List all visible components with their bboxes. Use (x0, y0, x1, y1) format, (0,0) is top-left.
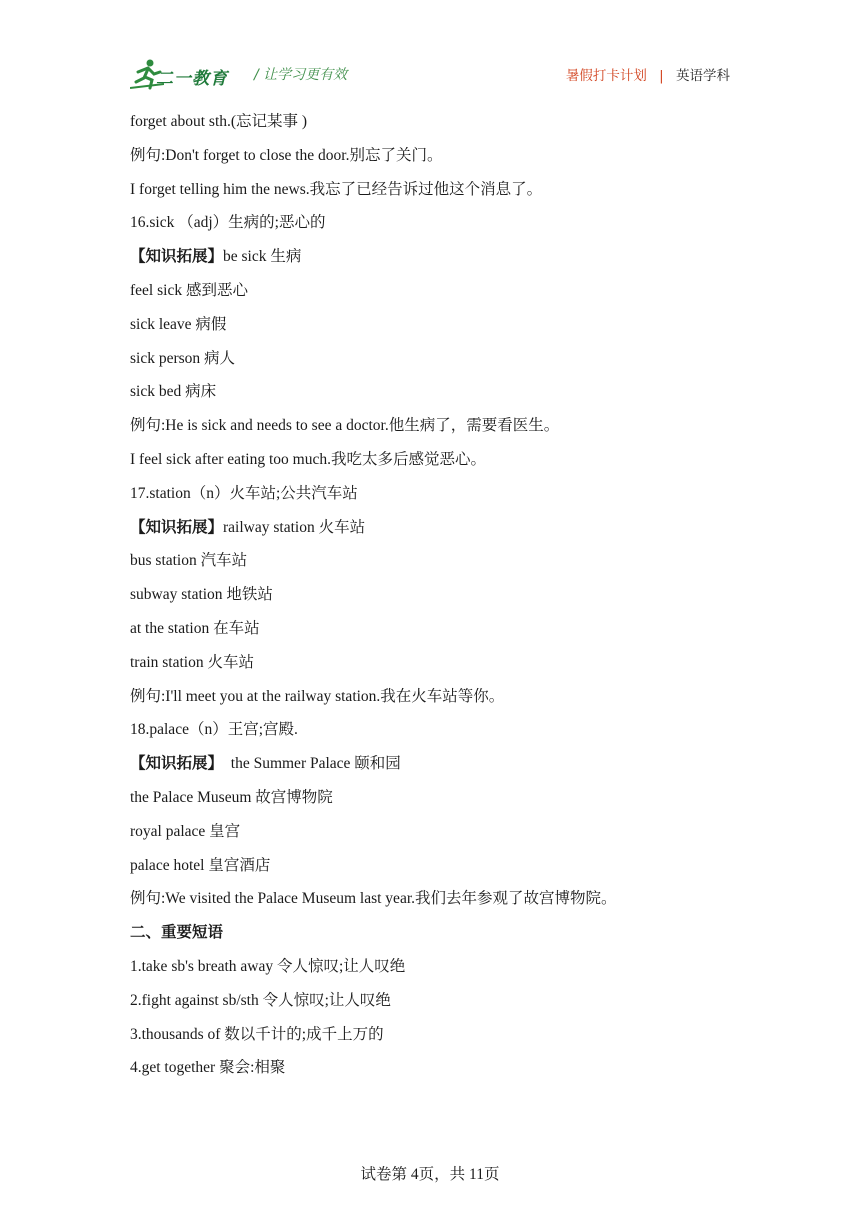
page-header (130, 58, 730, 94)
text-line: 【知识拓展】be sick 生病 (130, 248, 302, 266)
text-line: 【知识拓展】railway station 火车站 (130, 518, 366, 536)
text-line: sick bed 病床 (130, 383, 217, 401)
vocab-heading: 17.station（n）火车站;公共汽车站 (130, 484, 358, 502)
text-line: 例句:We visited the Palace Museum last year.我们去年参观了故宫博物院。 (130, 890, 617, 908)
vocab-heading: 18.palace（n）王宫;宫殿. (130, 721, 298, 739)
phrase-line: 1.take sb's breath away 令人惊叹;让人叹绝 (130, 957, 406, 975)
expansion-label: 【知识拓展】 (130, 248, 224, 266)
text-line: palace hotel 皇宫酒店 (130, 856, 271, 874)
header-separator: | (659, 68, 664, 84)
text-line: subway station 地铁站 (130, 586, 273, 604)
text-line: sick leave 病假 (130, 315, 227, 333)
expansion-label: 【知识拓展】 (130, 518, 224, 536)
logo-text: 二一教育 (156, 69, 228, 89)
text-line: at the station 在车站 (130, 619, 260, 637)
section-heading: 二、重要短语 (130, 924, 224, 942)
document-body (130, 108, 750, 1088)
vocab-heading: 16.sick （adj）生病的;恶心的 (130, 214, 326, 232)
page-footer: 试卷第 4页，共 11页 (360, 1166, 500, 1183)
expansion-label: 【知识拓展】 (130, 755, 224, 773)
logo (130, 58, 240, 90)
text-line: forget about sth.(忘记某事 ) (130, 113, 308, 130)
text-line: 例句:I'll meet you at the railway station.我在火车站等你。 (130, 687, 505, 705)
subject-label: 英语学科 (676, 68, 730, 84)
text-line: bus station 汽车站 (130, 552, 248, 570)
text-line: 例句:Don't forget to close the door.别忘了关门。 (130, 146, 443, 164)
text-line: the Palace Museum 故宫博物院 (130, 788, 333, 806)
text-line: I feel sick after eating too much.我吃太多后感觉恶心。 (130, 450, 486, 468)
text-line: I forget telling him the news.我忘了已经告诉过他这个消息了。 (130, 180, 543, 198)
header-right (566, 64, 730, 84)
text-line: 例句:He is sick and needs to see a doctor.他生病了，需要看医生。 (130, 417, 560, 435)
phrase-line: 4.get together 聚会:相聚 (130, 1059, 286, 1077)
slogan: / 让学习更有效 (254, 67, 348, 83)
plan-label: 暑假打卡计划 (565, 68, 647, 84)
text-line: train station 火车站 (130, 653, 254, 671)
text-line: sick person 病人 (130, 349, 236, 367)
text-line: 【知识拓展】 the Summer Palace 颐和园 (130, 755, 401, 773)
phrase-line: 3.thousands of 数以千计的;成千上万的 (130, 1025, 384, 1043)
text-line: royal palace 皇宫 (130, 822, 241, 840)
text-line: feel sick 感到恶心 (130, 281, 248, 299)
phrase-line: 2.fight against sb/sth 令人惊叹;让人叹绝 (130, 991, 391, 1009)
